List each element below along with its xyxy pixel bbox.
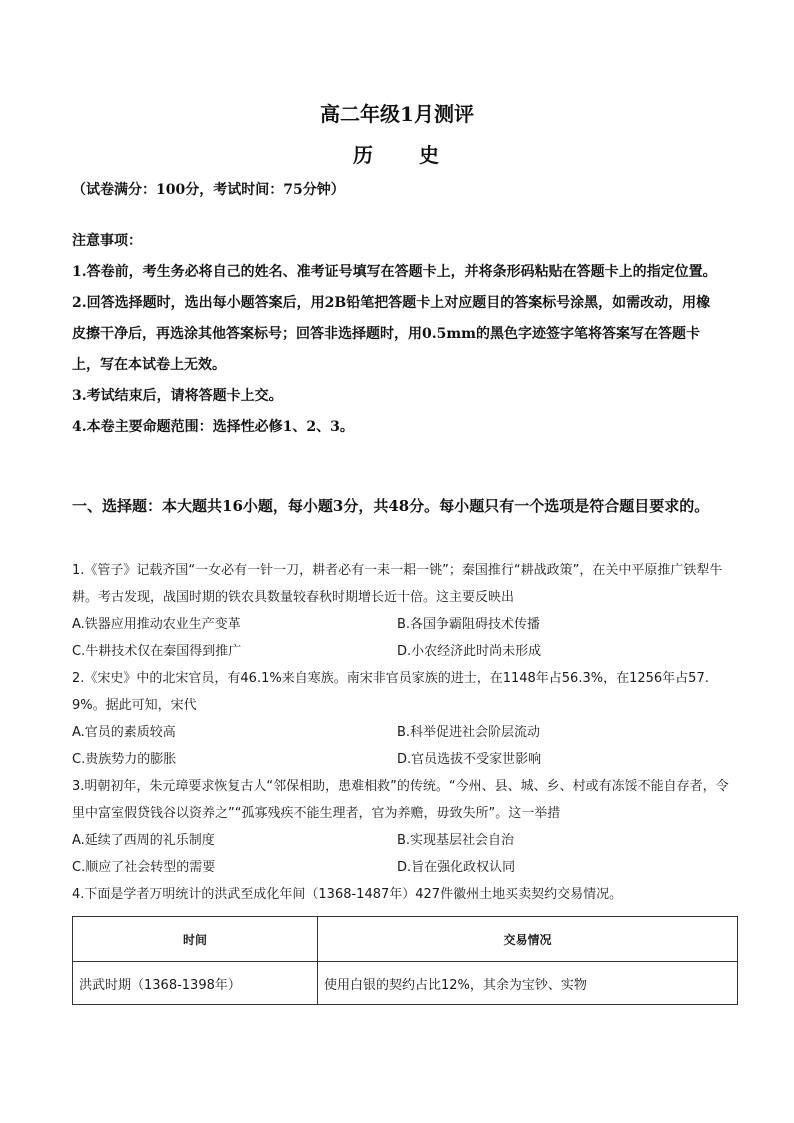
trade-table [72,916,738,1005]
option-b: B.实现基层社会自治 [397,833,515,848]
question-stem: 1.《管子》记载齐国“一女必有一针一刀，耕者必有一耒一耜一铫”；秦国推行“耕战政策”，在关中平原推广铁犁牛耕。考古发现，战国时期的铁农具数量较春秋时期增长近十倍。这主要反映出 [72,563,723,605]
question-4 [72,881,738,908]
option-c: C.顺应了社会转型的需要 [72,860,216,875]
table-row [73,962,738,1005]
option-a: A.铁器应用推动农业生产变革 [72,617,241,632]
question-1 [72,557,738,665]
option-a: A.官员的素质较高 [72,725,176,740]
option-c: C.贵族势力的膨胀 [72,752,177,767]
table-cell-time: 洪武时期（1368-1398年） [73,962,318,1005]
exam-meta: （试卷满分：100分，考试时间：75分钟） [72,182,345,198]
question-stem: 4.下面是学者万明统计的洪武至成化年间（1368-1487年）427件徽州土地买卖契约交易情况。 [72,887,623,902]
notice-item: 3.考试结束后，请将答题卡上交。 [72,388,283,404]
option-c: C.牛耕技术仅在秦国得到推广 [72,644,242,659]
subject-title: 历 史 [353,143,441,167]
section-heading: 一、选择题：本大题共16小题，每小题3分，共48分。每小题只有一个选项是符合题目要求的。 [72,497,710,515]
question-options [72,827,738,881]
option-d: D.旨在强化政权认同 [397,860,516,875]
option-d: D.小农经济此时尚未形成 [397,644,542,659]
option-a: A.延续了西周的礼乐制度 [72,833,215,848]
option-d: D.官员选拔不受家世影响 [397,752,542,767]
column-header-time: 时间 [73,917,318,962]
question-stem: 2.《宋史》中的北宋官员，有46.1%来自寒族。南宋非官员家族的进士，在1148年占56.3%，在1256年占57.9%。据此可知，宋代 [72,671,709,713]
question-stem: 3.明朝初年，朱元璋要求恢复古人“邻保相助，患难相救”的传统。“今州、县、城、乡、村或有冻馁不能自存者，令里中富室假贷钱谷以资养之”“孤寡残疾不能生理者，官为养赡，毋致失所”。这一举措 [72,779,729,821]
option-b: B.科举促进社会阶层流动 [397,725,541,740]
notice-item: 4.本卷主要命题范围：选择性必修1、2、3。 [72,419,354,435]
question-3 [72,773,738,881]
column-header-trade: 交易情况 [318,917,738,962]
question-list [72,557,738,908]
question-options [72,611,738,665]
option-b: B.各国争霸阻碍技术传播 [397,617,541,632]
table-header-row [73,917,738,962]
notice-item: 2.回答选择题时，选出每小题答案后，用2B铅笔把答题卡上对应题目的答案标号涂黑，如需改动，用橡皮擦干净后，再选涂其他答案标号；回答非选择题时，用0.5mm的黑色字迹签字笔将答案写在答题卡上，写在本试卷上无效。 [72,295,711,373]
notice-item: 1.答卷前，考生务必将自己的姓名、准考证号填写在答题卡上，并将条形码粘贴在答题卡上的指定位置。 [72,264,717,280]
notice-list [72,257,722,443]
question-2 [72,665,738,773]
notice-heading: 注意事项： [72,233,142,249]
table-cell-trade: 使用白银的契约占比12%，其余为宝钞、实物 [318,962,738,1005]
exam-title: 高二年级1月测评 [320,102,474,126]
question-options [72,719,738,773]
